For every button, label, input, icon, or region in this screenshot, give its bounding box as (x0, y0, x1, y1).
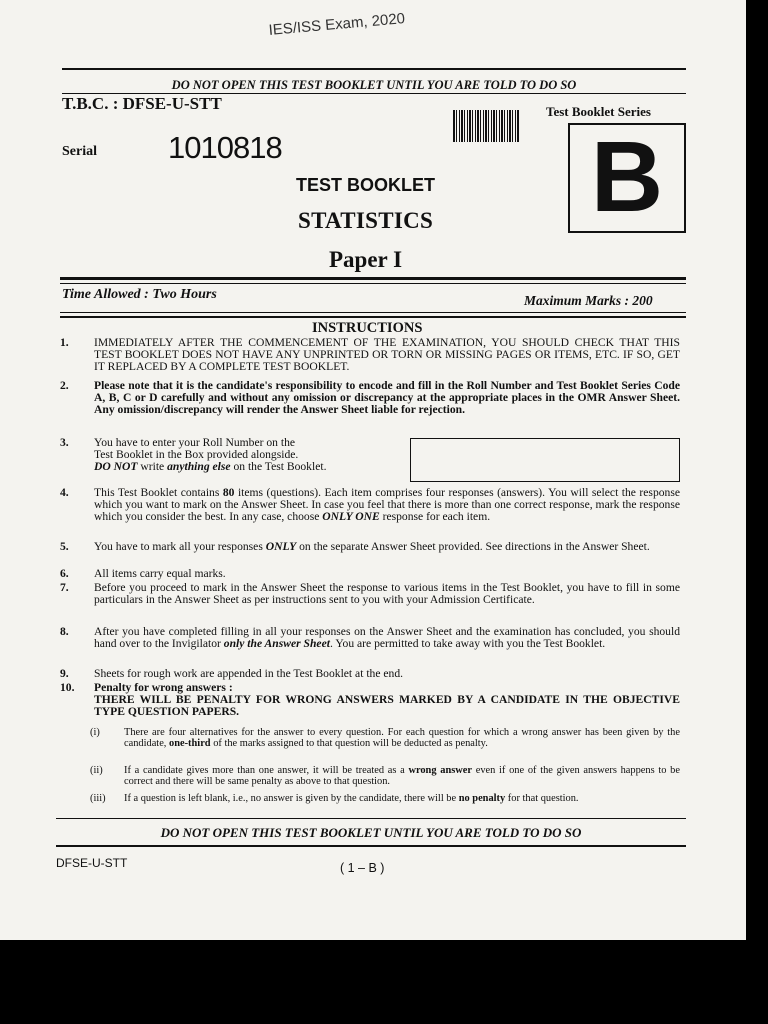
roll-number-box[interactable] (410, 438, 680, 482)
footer-code: DFSE-U-STT (56, 856, 128, 870)
instruction-8: 8. After you have completed filling in all your responses on the Answer Sheet and the examination has concluded, you should hand over to the Invigilator only the Answer Sheet. You are permitted to take away with you the Test Booklet. (60, 625, 680, 651)
page-number: ( 1 – B ) (340, 861, 385, 875)
instruction-6: 6. All items carry equal marks. (60, 567, 226, 580)
penalty-i: (i) There are four alternatives for the answer to every question. For each question for which a wrong answer has been given by the candidate, one-third of the marks assigned to that question will be deducted as penalty. (90, 727, 680, 749)
instruction-7: 7. Before you proceed to mark in the Answer Sheet the response to various items in the Test Booklet, you have to fill in some particulars in the Answer Sheet as per instructions sent to you with your Admission Certificate. (60, 581, 680, 607)
time-rule (60, 312, 686, 313)
instruction-9: 9. Sheets for rough work are appended in the Test Booklet at the end. (60, 667, 404, 680)
header-rule (60, 277, 686, 280)
handwritten-note: IES/ISS Exam, 2020 (268, 10, 406, 39)
top-rule (62, 68, 686, 70)
instructions-heading: INSTRUCTIONS (312, 320, 423, 336)
penalty-ii: (ii) If a candidate gives more than one answer, it will be treated as a wrong answer even if one of the given answers happens to be correct and there will be same penalty as above to that question. (90, 765, 680, 787)
header-rule-2 (60, 283, 686, 284)
tbc-code: T.B.C. : DFSE-U-STT (62, 94, 222, 113)
max-marks: Maximum Marks : 200 (524, 293, 653, 308)
series-box (568, 123, 686, 233)
booklet-title: TEST BOOKLET (296, 175, 435, 195)
bottom-rule (56, 818, 686, 819)
penalty-iii: (iii) If a question is left blank, i.e., no answer is given by the candidate, there will be no penalty for that question. (90, 793, 579, 804)
barcode (453, 110, 519, 142)
instruction-1: 1. IMMEDIATELY AFTER THE COMMENCEMENT OF THE EXAMINATION, YOU SHOULD CHECK THAT THIS TEST BOOKLET DOES NOT HAVE ANY UNPRINTED OR TORN OR MISSING PAGES OR ITEMS, ETC. IF SO, GET IT REPLACED BY A COMPLETE TEST BOOKLET. (60, 336, 680, 374)
warning-bottom: DO NOT OPEN THIS TEST BOOKLET UNTIL YOU ARE TOLD TO DO SO (160, 825, 582, 840)
paper-title: Paper I (329, 247, 403, 272)
time-rule-2 (60, 316, 686, 318)
instruction-4: 4. This Test Booklet contains 80 items (questions). Each item comprises four responses (answers). You will select the response which you want to mark on the Answer Sheet. In case you feel that there is more than one correct response, mark the response which you consider the best. In any case, choose ONLY ONE response for each item. (60, 486, 680, 524)
instruction-2: 2. Please note that it is the candidate's responsibility to encode and fill in the Roll Number and Test Booklet Series Code A, B, C or D carefully and without any omission or discrepancy at the appropriate places in the OMR Answer Sheet. Any omission/discrepancy will render the Answer Sheet liable for rejection. (60, 379, 680, 417)
instruction-10: 10. Penalty for wrong answers : THERE WILL BE PENALTY FOR WRONG ANSWERS MARKED BY A CANDIDATE IN THE OBJECTIVE TYPE QUESTION PAPERS. (60, 681, 680, 719)
series-letter: B (590, 121, 664, 233)
series-label: Test Booklet Series (546, 104, 651, 119)
instruction-3: 3. You have to enter your Roll Number on the Test Booklet in the Box provided alongside. DO NOT write anything else on the Test Booklet. (60, 436, 327, 474)
bottom-rule-2 (56, 845, 686, 847)
subject-title: STATISTICS (298, 208, 434, 233)
serial-number: 1010818 (168, 130, 282, 165)
warning-top: DO NOT OPEN THIS TEST BOOKLET UNTIL YOU ARE TOLD TO DO SO (171, 78, 577, 92)
time-allowed: Time Allowed : Two Hours (62, 287, 217, 302)
instruction-5: 5. You have to mark all your responses ONLY on the separate Answer Sheet provided. See directions in the Answer Sheet. (60, 540, 650, 553)
serial-label: Serial (62, 144, 97, 159)
